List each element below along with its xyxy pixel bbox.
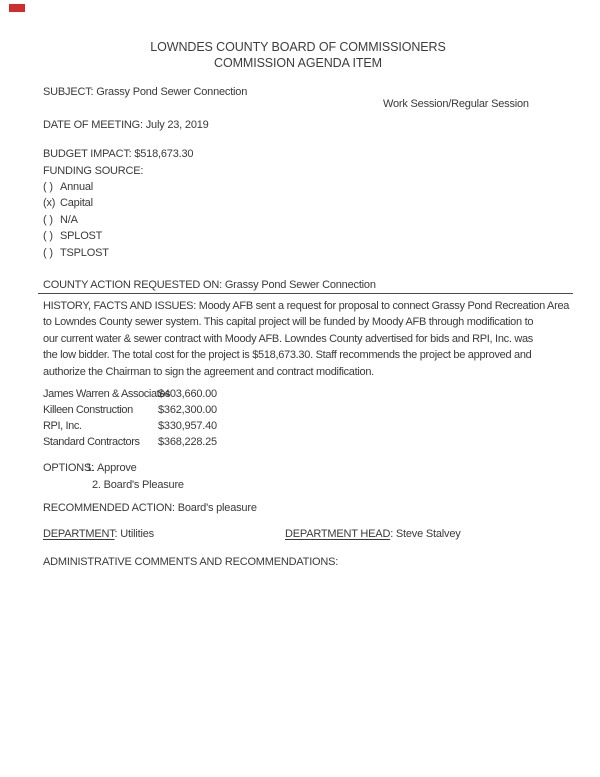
option-item-2: 2. Board's Pleasure xyxy=(92,479,184,491)
funding-option-tsplost xyxy=(43,245,109,261)
department-value: : Utilities xyxy=(114,528,154,540)
checkbox-mark: ( ) xyxy=(43,181,53,193)
funding-options-list xyxy=(43,179,109,261)
history-line: HISTORY, FACTS AND ISSUES: Moody AFB sent a request for proposal to connect Grassy Pond Recreation Area xyxy=(43,300,570,312)
recommended-action-line: RECOMMENDED ACTION: Board's pleasure xyxy=(43,502,257,514)
funding-option-na xyxy=(43,212,109,228)
red-dash-mark-icon xyxy=(9,4,25,12)
bid-amount: $403,660.00 xyxy=(158,388,217,400)
doc-title: LOWNDES COUNTY BOARD OF COMMISSIONERS xyxy=(150,40,446,54)
funding-option-splost xyxy=(43,228,109,244)
session-type-label: Work Session/Regular Session xyxy=(383,98,529,110)
admin-comments-line: ADMINISTRATIVE COMMENTS AND RECOMMENDATIONS: xyxy=(43,556,339,568)
funding-option-label: SPLOST xyxy=(60,230,103,243)
funding-option-annual xyxy=(43,179,109,195)
bid-name: RPI, Inc. xyxy=(43,420,82,432)
bid-table xyxy=(43,386,217,450)
funding-source-label: FUNDING SOURCE: xyxy=(43,165,144,177)
department-head-value: : Steve Stalvey xyxy=(390,528,461,540)
checkbox-mark: ( ) xyxy=(43,213,53,226)
bid-row xyxy=(43,402,217,418)
county-action-line: COUNTY ACTION REQUESTED ON: Grassy Pond Sewer Connection xyxy=(38,277,573,294)
history-line: authorize the Chairman to sign the agreement and contract modification. xyxy=(43,365,374,378)
history-line: to Lowndes County sewer system. This capital project will be funded by Moody AFB through modification to xyxy=(43,316,534,329)
bid-row xyxy=(43,418,217,434)
bid-name: Standard Contractors xyxy=(43,436,140,448)
bid-name: James Warren & Associates xyxy=(43,388,171,400)
checkbox-mark: ( ) xyxy=(43,230,53,243)
options-row xyxy=(43,460,184,476)
department-field xyxy=(43,526,154,542)
bid-amount: $330,957.40 xyxy=(158,420,217,432)
bid-row xyxy=(43,434,217,450)
department-head-label: DEPARTMENT HEAD xyxy=(285,528,391,540)
history-line: our current water & sewer contract with Moody AFB. Lowndes County advertised for bids and RPI, Inc. was xyxy=(43,332,534,345)
funding-option-label: N/A xyxy=(60,213,78,226)
department-label: DEPARTMENT xyxy=(43,528,115,540)
history-line: the low bidder. The total cost for the project is $518,673.30. Staff recommends the project be approved and xyxy=(43,349,532,362)
bid-amount: $362,300.00 xyxy=(158,404,217,416)
funding-option-capital xyxy=(43,195,109,211)
history-paragraph xyxy=(43,298,569,380)
doc-subtitle: COMMISSION AGENDA ITEM xyxy=(214,56,382,70)
subject-line: SUBJECT: Grassy Pond Sewer Connection xyxy=(43,86,248,98)
bid-row xyxy=(43,386,217,402)
bid-name: Killeen Construction xyxy=(43,404,133,416)
budget-impact-line: BUDGET IMPACT: $518,673.30 xyxy=(43,148,194,160)
options-block xyxy=(43,460,184,493)
meeting-date-line: DATE OF MEETING: July 23, 2019 xyxy=(43,119,209,131)
department-head-field xyxy=(285,526,461,542)
funding-option-label: Capital xyxy=(60,197,93,210)
checkbox-mark-checked: (x) xyxy=(43,197,56,210)
options-label: OPTIONS: xyxy=(43,462,94,474)
bid-amount: $368,228.25 xyxy=(158,436,217,448)
option-item-1: 1. Approve xyxy=(86,462,137,474)
funding-option-label: Annual xyxy=(60,181,94,193)
funding-option-label: TSPLOST xyxy=(60,246,109,259)
document-header xyxy=(0,39,596,71)
checkbox-mark: ( ) xyxy=(43,246,53,259)
